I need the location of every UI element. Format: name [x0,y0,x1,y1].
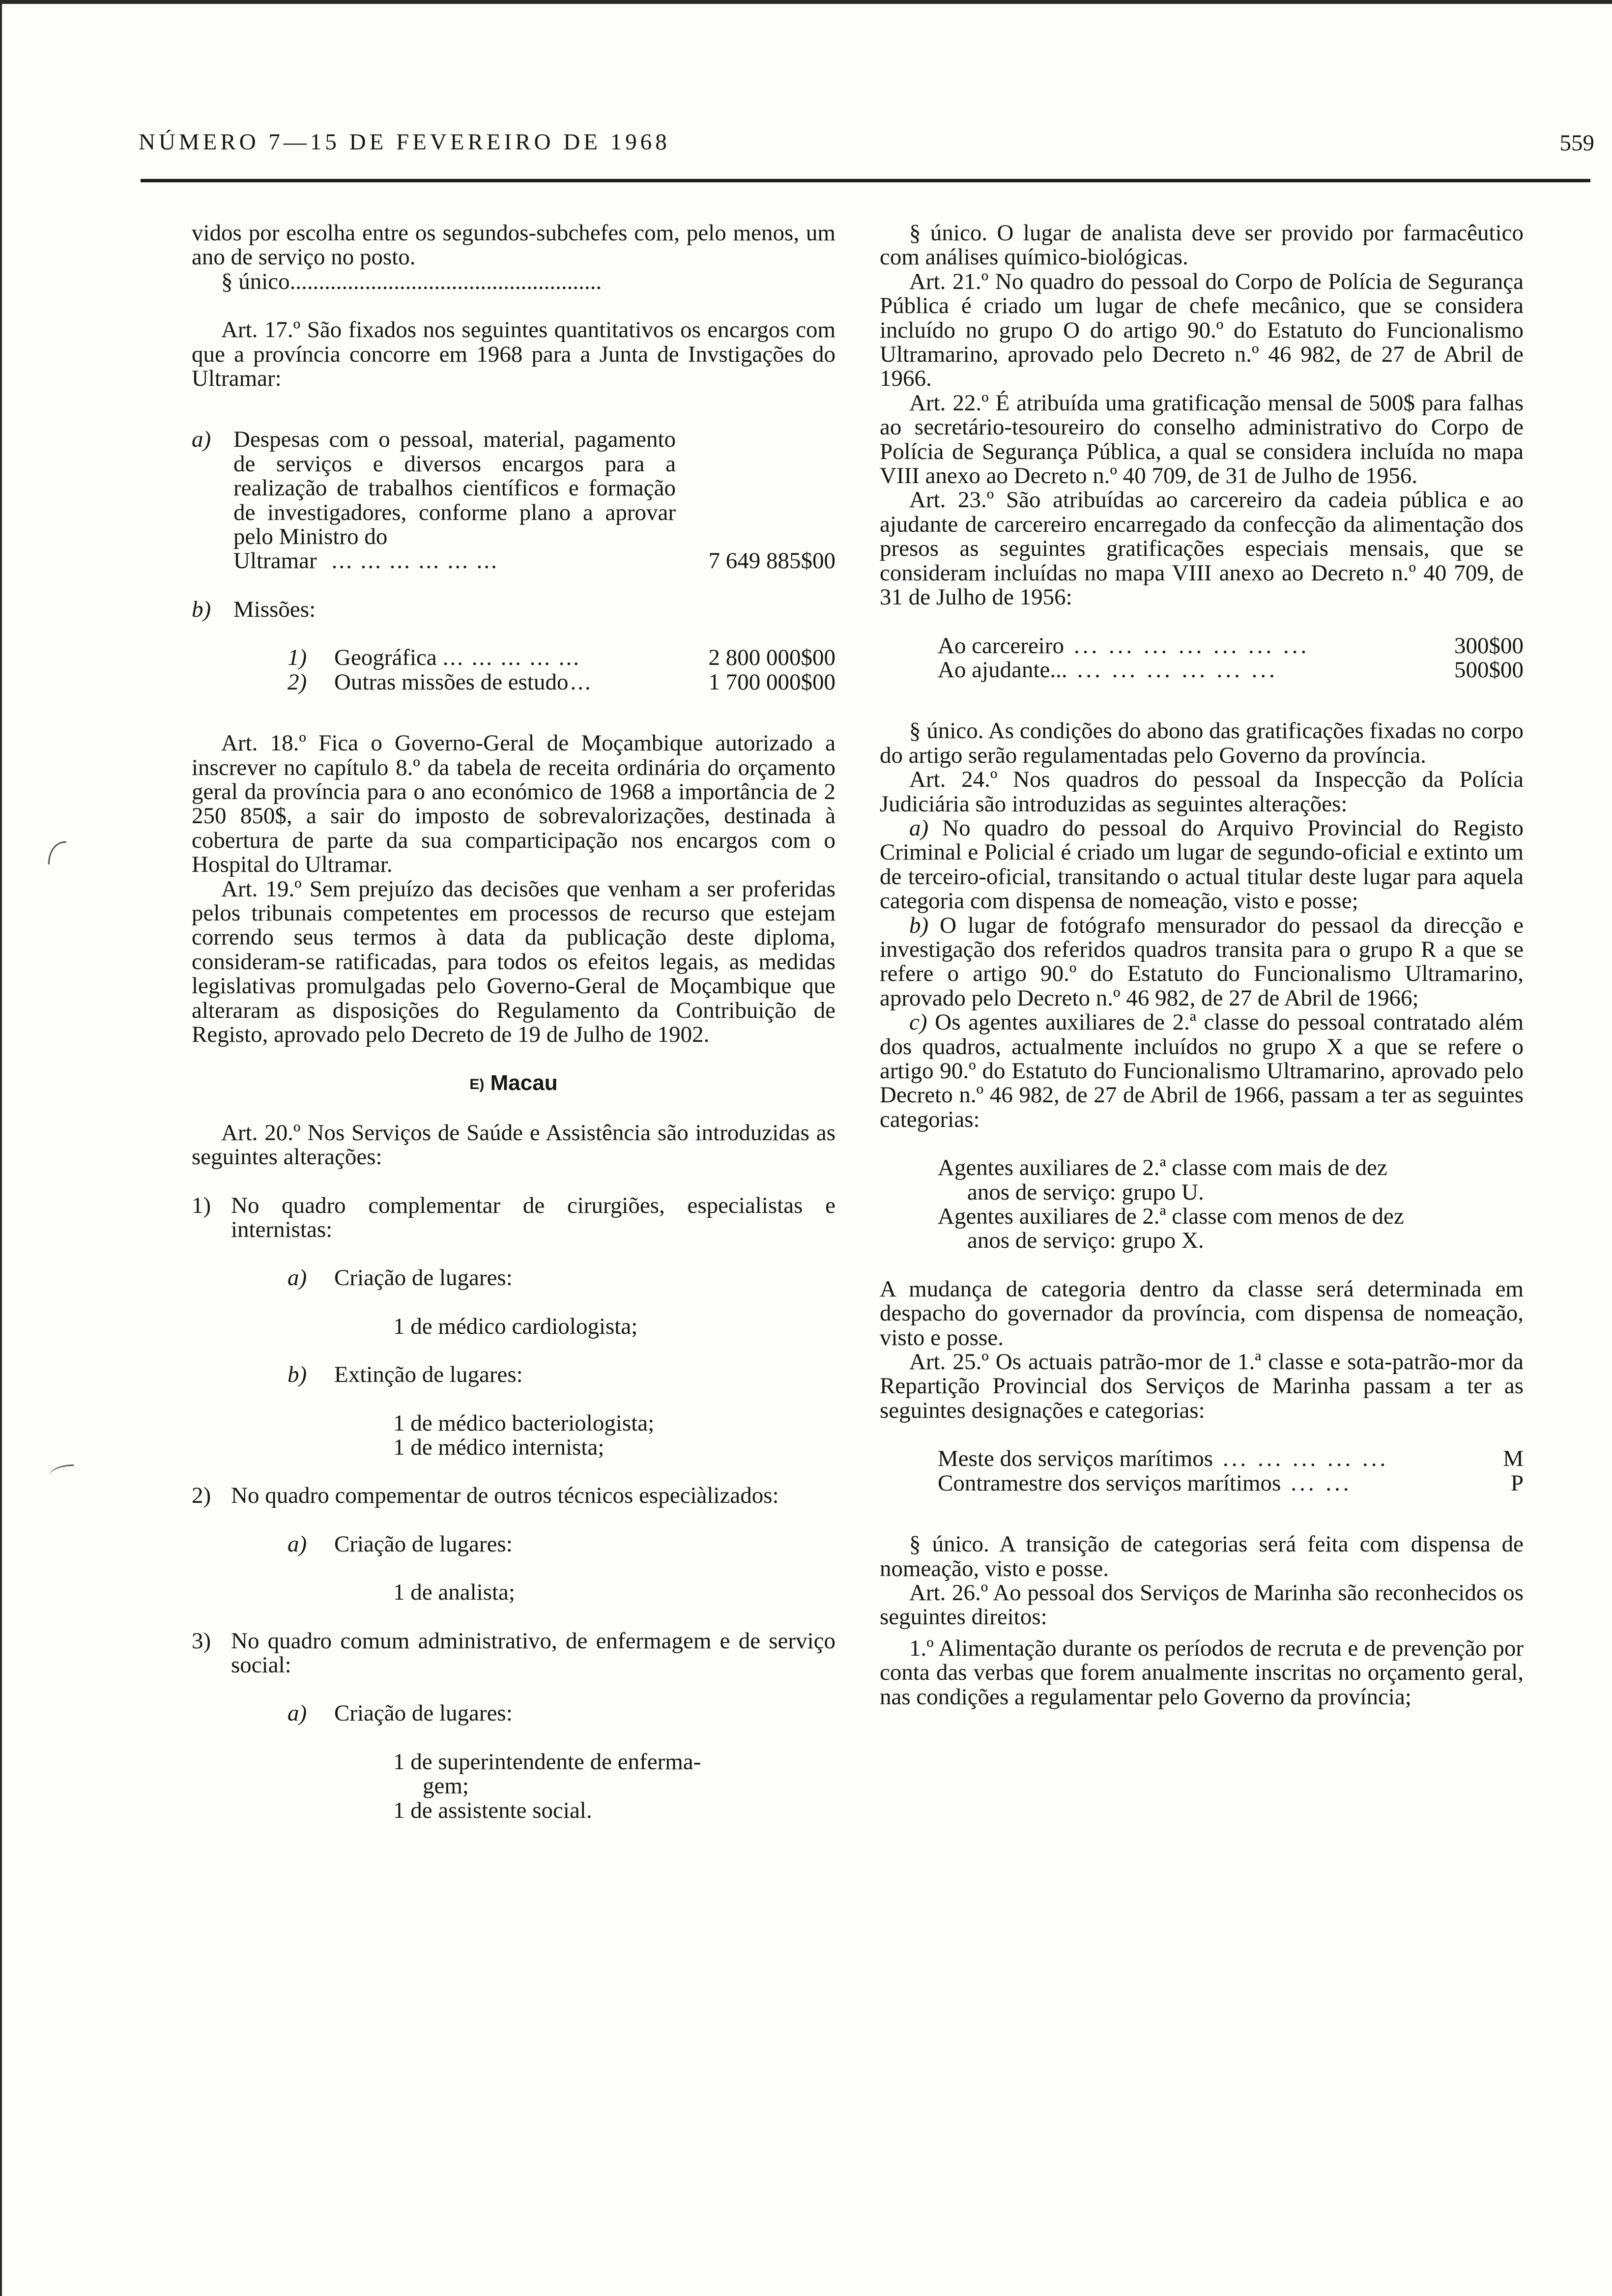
list-item: 1 de analista; [393,1579,515,1606]
list-item-text: gem; [423,1773,469,1799]
alinea [288,1266,835,1290]
alinea [288,1532,835,1556]
list-item-text: anos de serviço: grupo X. [967,1228,1204,1254]
enum-item-2 [192,1484,835,1508]
paragraph-unico: § único. O lugar de analista deve ser provido por farmacêutico com análises químico-biológicas. [880,220,1524,270]
list-label: a) [909,815,929,841]
alinea [288,1363,835,1387]
list-label: b) [192,596,211,622]
list-item-text: No quadro compementar de outros técnicos especiàlizados: [231,1483,779,1509]
paragraph: A mudança de categoria dentro da classe será determinada em despacho do governador da província, com dispensa de nomeação, visto e posse. [880,1276,1524,1350]
right-column [880,221,1524,1709]
paragraph-unico: § único. A transição de categorias será feita com dispensa de nomeação, visto e posse. [880,1531,1524,1581]
page-header-title: NÚMERO 7—15 DE FEVEREIRO DE 1968 [139,129,670,155]
article-22: Art. 22.º É atribuída uma gratificação mensal de 500$ para falhas ao secretário-tesoureiro do conselho administrativo do Corpo de Polícia de Segurança Pública, a qual se considera incluída no mapa VIII anexo ao Decreto n.º 40 709, de 31 de Julho de 1956. [880,390,1524,489]
left-column [192,221,835,1823]
leader-dots: ... ... ... ... ... ... ... [1074,633,1310,658]
amount-label: Geográfica [334,645,437,671]
list-item-text: anos de serviço: grupo U. [967,1179,1204,1205]
article-25: Art. 25.º Os actuais patrão-mor de 1.ª classe e sota-patrão-mor da Repartição Provincial dos Serviços de Marinha passam a ter as seguintes designações e categorias: [880,1349,1524,1423]
leader-dots: ... ... ... ... ... ... [331,549,498,574]
missao-row [288,646,835,670]
category-item [938,1156,1524,1205]
paragraph-unico: § único...................................................... [221,269,602,294]
list-item: 1 de médico bacteriologista; [393,1410,655,1436]
list-item: 1 de assistente social. [393,1797,592,1823]
list-label: 1) [288,645,307,671]
list-item-b [192,598,835,622]
missao-row [288,670,835,694]
list-item-text: Criação de lugares: [334,1265,513,1291]
article-17: Art. 17.º São fixados nos seguintes quantitativos os encargos com que a província concorre em 1968 para a Junta de Invstigações do Ultramar: [192,317,835,392]
amount-value: 7 649 885$00 [708,548,835,574]
amount-value: 1 700 000$00 [708,669,835,695]
amount-value: P [1510,1470,1524,1496]
amount-label: Ao carcereiro [938,632,1065,659]
enum-item-3 [192,1629,835,1678]
article-26: Art. 26.º Ao pessoal dos Serviços de Marinha são reconhecidos os seguintes direitos: [880,1579,1524,1630]
designacao-row [938,1471,1524,1495]
article-23: Art. 23.º São atribuídas ao carcereiro da cadeia pública e ao ajudante de carcereiro encarregado da confecção da alimentação dos presos as seguintes gratificações especiais mensais, que se consideram incluídas no mapa VIII anexo ao Decreto n.º 40 709, de 31 de Julho de 1956: [880,487,1524,610]
alinea-a [880,816,1524,914]
section-heading [192,1071,835,1096]
gratificacao-row [938,634,1524,658]
leader-dots: ... ... ... ... ... [442,646,580,670]
article-18: Art. 18.º Fica o Governo-Geral de Moçambique autorizado a inscrever no capítulo 8.º da tabela de receita ordinária do orçamento geral da província para o ano económico de 1968 a importância de 2 250 850$, a sair do imposto de sobrevalorizações, destinada à cobertura de parte da sua comparticipação nos encargos com o Hospital do Ultramar. [192,730,835,878]
list-label: a) [288,1265,307,1291]
list-label: a) [192,427,211,453]
article-20: Art. 20.º Nos Serviços de Saúde e Assistência são introduzidas as seguintes alterações: [192,1119,835,1170]
amount-label: Outras missões de estudo [334,669,569,695]
list-label: b) [909,912,929,938]
amount-value: 2 800 000$00 [708,645,835,671]
section-letter: E) [469,1076,485,1093]
list-item-a [192,428,835,573]
list-item-text: Agentes auxiliares de 2.ª classe com menos de dez [938,1204,1404,1230]
list-item-text: No quadro complementar de cirurgiões, especialistas e internistas: [231,1192,835,1242]
list-item: 1 de médico cardiologista; [393,1313,638,1339]
paragraph: vidos por escolha entre os segundos-subchefes com, pelo menos, um ano de serviço no posto. [192,220,835,270]
section-title: Macau [490,1071,558,1095]
alinea-b [880,914,1524,1011]
list-item-text: Agentes auxiliares de 2.ª classe com mais de dez [938,1155,1387,1181]
gratificacao-row [938,658,1524,682]
leader-dots: ... ... ... ... ... ... [1077,658,1278,683]
alinea [288,1701,835,1725]
header-rule [141,179,1590,182]
page-number: 559 [1559,130,1594,156]
direito-1: 1.º Alimentação durante os períodos de recruta e de prevenção por conta das verbas que forem anualmente inscritas no orçamento geral, nas condições a regulamentar pelo Governo da província; [880,1635,1524,1710]
amount-value: M [1503,1446,1524,1472]
paragraph-unico: § único. As condições do abono das gratificações fixadas no corpo do artigo serão regulamentadas pelo Governo da província. [880,718,1524,768]
list-label: c) [909,1009,927,1035]
amount-label: Ao ajudante... [938,657,1067,683]
list-item-text: Criação de lugares: [334,1531,513,1557]
list-item-text: O lugar de fotógrafo mensurador do pessaol da direcção e investigação dos referidos quadros transita para o grupo R a que se refere o artigo 90.º do Estatuto do Funcionalismo Ultramarino, aprovado pelo Decreto n.º 46 982, de 27 de Abril de 1966; [880,912,1524,1011]
article-19: Art. 19.º Sem prejuízo das decisões que venham a ser proferidas pelos tribunais competentes em processos de recurso que estejam correndo seus termos à data da publicação deste diploma, consideram-se ratificadas, para todos os efeitos legais, as medidas legislativas promulgadas pelo Governo-Geral de Moçambique que alteraram as disposições do Regulamento da Contribuição de Registo, aprovado pelo Decreto de 19 de Julho de 1902. [192,876,835,1047]
list-item [393,1750,835,1799]
amount-value: 500$00 [1454,657,1524,683]
list-item-text: Criação de lugares: [334,1700,513,1726]
leader-dots: ... ... ... ... ... [1223,1447,1389,1471]
list-item-text: Os agentes auxiliares de 2.ª classe do pessoal contratado além dos quadros, actualmente incluídos no grupo X a que se refere o artigo 90.º do Estatuto do Funcionalismo Ultramarino, aprovado pelo Decreto n.º 46 982, de 27 de Abril de 1966, passam a ter as seguintes categorias: [880,1009,1524,1132]
article-21: Art. 21.º No quadro do pessoal do Corpo de Polícia de Segurança Pública é criado um lugar de chefe mecânico, que se considera incluído no grupo O do artigo 90.º do Estatuto do Funcionalismo Ultramarino, aprovado pelo Decreto n.º 46 982, de 27 de Abril de 1966. [880,268,1524,392]
list-label: 1) [192,1192,211,1218]
article-24: Art. 24.º Nos quadros do pessoal da Inspecção da Polícia Judiciária são introduzidas as seguintes alterações: [880,767,1524,817]
list-item: 1 de médico internista; [393,1435,604,1461]
list-label: 3) [192,1628,211,1654]
amount-label: Contramestre dos serviços marítimos [938,1470,1281,1496]
list-item-text: No quadro comum administrativo, de enfermagem e de serviço social: [231,1628,835,1678]
designacao-row [938,1447,1524,1471]
category-item [938,1205,1524,1253]
list-item-text: 1 de superintendente de enferma- [393,1749,701,1775]
list-label: 2) [288,669,307,695]
list-item-text: No quadro do pessoal do Arquivo Provincial do Registo Criminal e Policial é criado um lugar de segundo-oficial e extinto um de terceiro-oficial, transitando o actual titular deste lugar para aquela categoria com dispensa de nomeação, visto e posse; [880,815,1524,914]
list-item-text: Extinção de lugares: [334,1362,523,1388]
list-label: b) [288,1362,307,1388]
leader-dots: ... ... [1291,1471,1352,1496]
list-label: a) [288,1700,307,1726]
leader-dots: ... [570,670,592,695]
list-item-text: Despesas com o pessoal, material, pagamento de serviços e diversos encargos para a realização de trabalhos científicos e formação de investigadores, conforme plano a aprovar pelo Ministro do [233,427,676,550]
amount-value: 300$00 [1454,632,1524,659]
enum-item-1 [192,1194,835,1242]
amount-label: Meste dos serviços marítimos [938,1446,1213,1472]
amount-row [233,549,835,573]
list-label: a) [288,1531,307,1557]
amount-label: Ultramar [233,548,317,574]
alinea-c [880,1010,1524,1132]
list-label: 2) [192,1483,211,1509]
list-item-text: Missões: [233,596,316,622]
